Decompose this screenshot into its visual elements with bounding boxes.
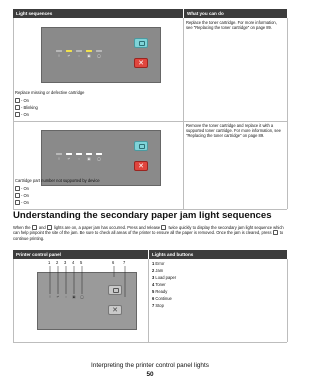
stop-icon: ✕ [112,307,118,314]
stop-button [134,161,148,171]
row2-seq-3: - On [15,200,29,205]
row1-seq-2: - Blinking [15,105,38,110]
paper-icon [15,193,20,198]
light-sequence-table [13,9,287,209]
continue-icon [139,144,145,149]
led-ready [96,153,102,155]
section-intro: When the and lights are on, a paper jam has occurred. Press and release twice quickly to display the secondary jam light sequence which can help pinpoint the site of the jam. Be sure to check all areas of the printer to ensure all the paper is removed. Once the jam is cleared, press to continue printing. [13,225,284,241]
jam-icon: ↵ [67,54,71,58]
error-icon: ! [58,157,60,161]
section-title: Understanding the secondary paper jam light sequences [13,210,272,221]
ready-icon: ◯ [97,157,102,161]
toner-icon: ▣ [87,54,91,58]
continue-icon [161,225,166,230]
legend-item-5: 5 Ready [152,289,168,294]
table-header-printer-control-panel: Printer control panel [13,250,148,259]
callout-3: 3 [64,260,67,265]
toner-ready-icon [15,200,20,205]
jam-icon: ↵ [56,295,60,299]
row1-caption: Replace missing or defective cartridge [15,90,85,95]
error-icon: ! [58,54,60,58]
error-icon: ! [49,295,51,299]
led-load-paper [76,153,82,155]
led-toner [86,50,92,52]
row2-seq-1: - On [15,186,29,191]
legend-item-6: 6 Continue [152,296,172,301]
continue-button [134,38,148,48]
legend-item-2: 2 Jam [152,268,164,273]
ready-icon: ◯ [97,54,102,58]
callout-leaders [13,259,148,329]
row2-caption: Cartridge part number not supported by device [15,178,100,183]
running-title: Interpreting the printer control panel lights [91,362,209,369]
stop-icon: ✕ [138,163,144,170]
callout-1: 1 [48,260,51,265]
paper-icon: ▫ [78,54,80,58]
jam-icon: ↵ [67,157,71,161]
row1-action: Replace the toner cartridge. For more information, see "Replacing the toner cartridge" on page 89. [186,20,277,31]
row1-seq-1: - On [15,98,29,103]
toner-ready-icon [15,112,20,117]
continue-icon [273,230,278,235]
legend-item-1: 1 Error [152,261,165,266]
led-toner [86,153,92,155]
load-paper-icon [15,186,20,191]
ready-icon [47,225,52,230]
control-panel-table [13,250,287,342]
page-number: 50 [146,371,154,378]
toner-icon: ▣ [87,157,91,161]
row2-seq-2: - On [15,193,29,198]
row2-action: Remove the toner cartridge and replace it with a supported toner cartridge. For more information, see "Replacing the toner cartridge" on page 89. [186,123,281,139]
legend-item-3: 3 Load paper [152,275,177,280]
callout-5: 5 [80,260,83,265]
callout-2: 2 [56,260,59,265]
led-jam [66,153,72,155]
paper-icon: ▫ [78,157,80,161]
legend-item-4: 4 Toner [152,282,166,287]
callout-7: 7 [123,260,126,265]
led-load-paper [76,50,82,52]
toner-icon [15,98,20,103]
led-error [56,153,62,155]
led-error [56,50,62,52]
jam-icon [32,225,37,230]
callout-4: 4 [72,260,75,265]
legend-item-7: 7 Stop [152,303,164,308]
jam-icon [15,105,20,110]
control-panel-illustration [41,27,161,83]
table-header-lights-and-buttons: Lights and buttons [149,250,287,259]
continue-icon [139,41,145,46]
toner-icon: ▣ [72,295,76,299]
paper-icon: ▫ [65,295,67,299]
row1-seq-3: - On [15,112,29,117]
ready-icon: ◯ [80,295,85,299]
stop-button [134,58,148,68]
callout-6: 6 [112,260,115,265]
stop-icon: ✕ [138,60,144,67]
table-header-light-sequences: Light sequences [13,9,183,18]
table-header-what-you-can-do: What you can do [184,9,287,18]
led-ready [96,50,102,52]
led-jam [66,50,72,52]
continue-button [134,141,148,151]
